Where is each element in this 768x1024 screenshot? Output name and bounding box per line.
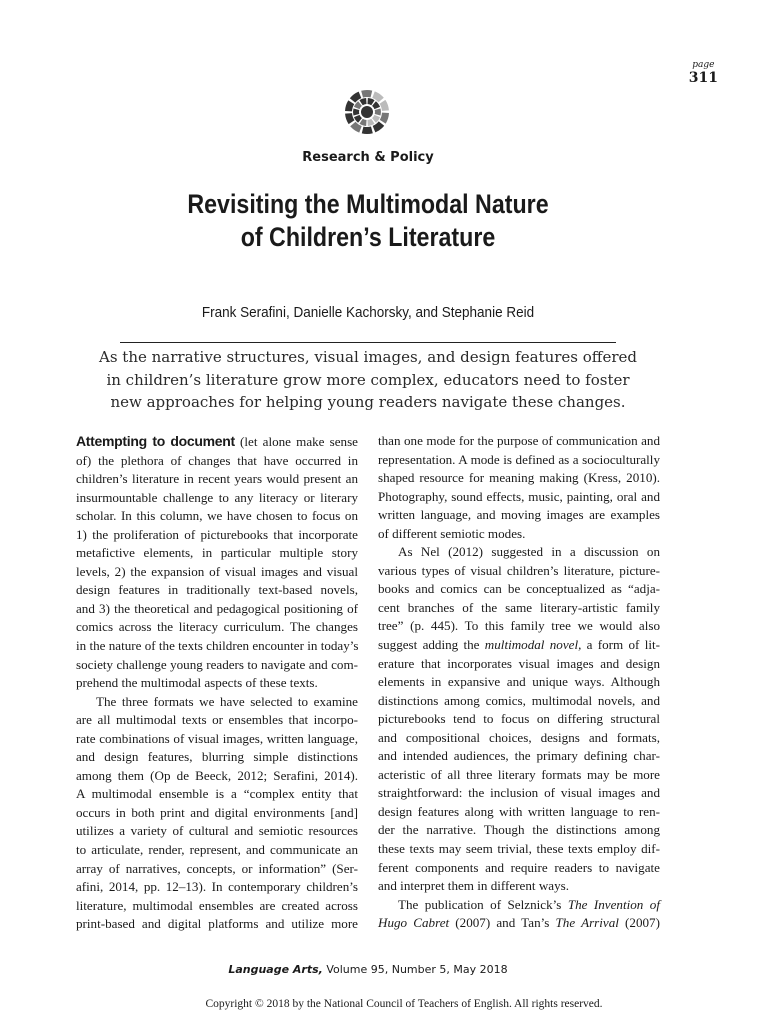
body-text: The publication of Selznick’s [398, 896, 562, 912]
body-text: suggest adding the [378, 637, 480, 653]
title-line-1: Revisiting the Multimodal Nature [187, 189, 549, 219]
title-divider [120, 342, 616, 343]
logo-core [361, 106, 373, 118]
body-line: various types of visual children’s literature, picture- [378, 562, 660, 578]
body-line: A multimodal ensemble is a “complex entity that [76, 786, 358, 802]
body-line: and design features, blurring simple distinctions [76, 749, 358, 765]
journal-issue: Volume 95, Number 5, May 2018 [322, 963, 508, 976]
body-line: ferent components and require readers to navigate [378, 859, 660, 875]
body-line: shaped resource for meaning making (Kress, 2010). [378, 470, 660, 486]
deck-line: in children’s literature grow more complex, educators need to foster [106, 370, 630, 389]
deck-line: new approaches for helping young readers navigate these changes. [110, 393, 626, 411]
article-deck [70, 346, 666, 414]
body-line: der the narrative. Though the distinctions among [378, 822, 660, 838]
italic-title: Hugo Cabret [378, 915, 450, 931]
body-text: a form of lit- [581, 637, 660, 653]
body-line: occurs in both print and digital environments [and] [76, 804, 358, 820]
body-line: in the nature of the texts children encounter in today’s [76, 638, 359, 654]
body-line: of different semiotic modes. [378, 525, 526, 541]
logo-segment [354, 115, 362, 123]
body-line: design features in traditionally text-based novels, [76, 582, 358, 598]
body-column-left [76, 432, 358, 934]
body-line: than one mode for the purpose of communication and [378, 433, 660, 448]
body-line: array of narratives, concepts, or information” (Ser- [76, 860, 358, 876]
body-line: prehend the multimodal aspects of these texts. [76, 675, 318, 691]
body-line: children’s literature in recent years would present an [76, 471, 358, 487]
body-column-right [378, 432, 660, 933]
body-line: straightforward: the inclusion of visual images and [378, 785, 660, 801]
journal-name: Language Arts, [228, 963, 323, 976]
logo-segment [372, 101, 380, 109]
body-line: and compositional choices, designs and formats, [378, 729, 660, 745]
body-line: and intended audiences, the primary defining char- [378, 748, 660, 764]
body-line: society challenge young readers to navigate and com- [76, 656, 358, 672]
body-line [378, 636, 660, 655]
body-line: afini, 2014, pp. 12–13). In contemporary children’s [76, 879, 358, 895]
body-line: utilizes a variety of cultural and semiotic resources [76, 823, 358, 839]
body-line: levels, 2) the expansion of visual images and visual [76, 563, 358, 579]
body-line: and 3) the theoretical and pedagogical positioning of [76, 600, 358, 616]
body-text: (2007) [618, 915, 660, 931]
body-text: (let alone make sense [234, 434, 358, 449]
body-line: comics across the literacy curriculum. The changes [76, 619, 358, 635]
body-line: and interpret them in different ways. [378, 878, 570, 894]
logo-segment [375, 108, 381, 115]
body-line: erature that incorporates visual images and design [378, 655, 660, 671]
body-line: distinctions among comics, multimodal novels, and [378, 692, 660, 708]
logo-segment [345, 100, 354, 111]
body-line: written language, and moving images are examples [378, 507, 660, 523]
italic-term: multimodal novel, [484, 637, 582, 653]
body-line: print-based and digital platforms and utilize more [76, 916, 358, 932]
body-line [76, 432, 358, 452]
body-line: these texts may seem trivial, these texts employ dif- [378, 841, 660, 857]
logo-segment [353, 108, 359, 115]
journal-citation [0, 963, 736, 976]
body-line: 1) the proliferation of picturebooks that incorporate [76, 526, 358, 542]
logo-segment [380, 100, 389, 111]
article-title [52, 188, 685, 254]
logo-segment [373, 121, 385, 132]
logo-segment [361, 90, 372, 98]
body-text: (2007) and Tan’s [449, 915, 556, 931]
lead-in-phrase: Attempting to document [76, 433, 235, 449]
logo-segment [362, 126, 373, 134]
body-line: As Nel (2012) suggested in a discussion on [398, 544, 660, 560]
body-line: among them (Op de Beeck, 2012; Serafini, 2014). [76, 767, 358, 783]
segmented-circle-logo-icon [343, 88, 391, 136]
body-line: insurmountable challenge to any literacy or literary [76, 489, 358, 505]
body-line: design features along with written language to ren- [378, 803, 660, 819]
body-line: picturebooks tend to focus on differing structural [378, 711, 660, 727]
author-byline: Frank Serafini, Danielle Kachorsky, and Stephanie Reid [201, 304, 535, 321]
body-line [378, 914, 660, 933]
logo-segment [345, 113, 354, 124]
logo-segment [380, 113, 389, 124]
body-line: metafictive elements, in particular multiple story [76, 545, 358, 561]
body-line: rate combinations of visual images, written language, [76, 730, 358, 746]
italic-title: The Invention of [567, 896, 660, 912]
body-line: cent branches of the same literary-artistic family [378, 599, 660, 615]
page-word: page [692, 60, 715, 70]
body-line: representation. A mode is defined as a socioculturally [378, 451, 660, 467]
body-line: acteristic of all three literary formats may be more [378, 766, 660, 782]
body-line: scholar. In this column, we have chosen to focus on [76, 508, 358, 524]
body-line: tree” (p. 445). To this family tree we would also [378, 618, 660, 634]
italic-title: The Arrival [555, 915, 619, 931]
body-line: elements in expansive and unique ways. Although [378, 674, 660, 690]
body-line: Photography, sound effects, music, painting, oral and [378, 488, 660, 504]
body-line: The three formats we have selected to examine [96, 693, 358, 709]
deck-line: As the narrative structures, visual images, and design features offered [99, 348, 637, 366]
body-line: books and comics can be conceptualized as “adja- [378, 581, 660, 597]
title-line-2: of Children’s Literature [240, 222, 496, 252]
body-line [378, 896, 660, 915]
logo-segment [350, 92, 362, 103]
page-number-label [689, 60, 718, 86]
section-label: Research & Policy [302, 150, 434, 165]
copyright-notice: Copyright © 2018 by the National Council of Teachers of English. All rights reserved. [205, 998, 603, 1010]
body-line: to articulate, render, represent, and communicate an [76, 842, 358, 858]
body-line: literature, multimodal ensembles are created across [76, 897, 358, 913]
body-line: of) the plethora of changes that have occurred in [76, 452, 358, 468]
body-line: are all multimodal texts or ensembles that incorpo- [76, 712, 358, 728]
page-number: 311 [688, 70, 718, 86]
